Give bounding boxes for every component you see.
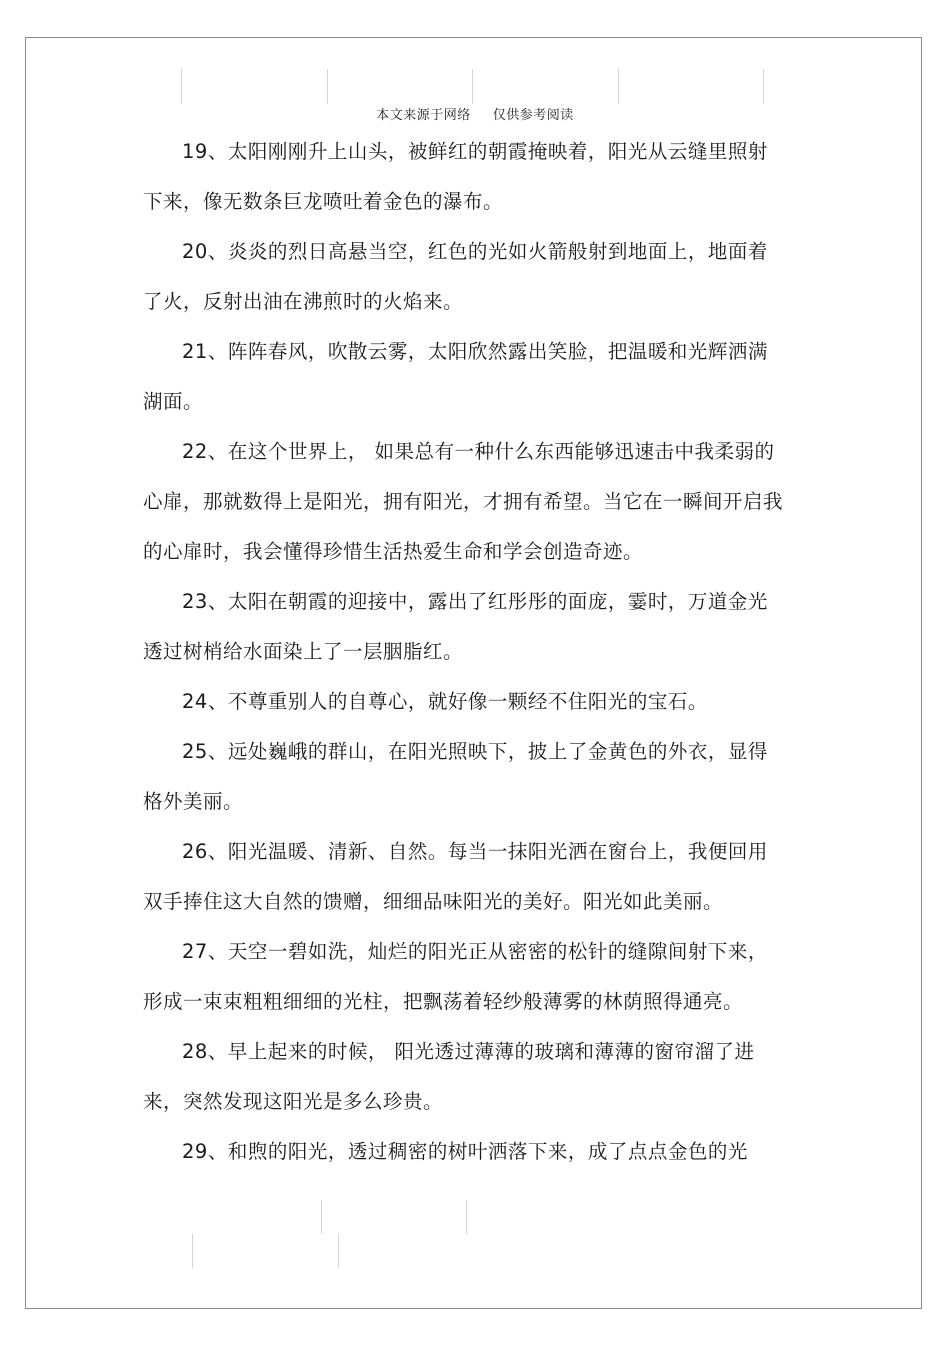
source-note: 本文来源于网络: [376, 108, 471, 123]
page-header-note: [0, 104, 950, 123]
paragraph-23: 23、太阳在朝霞的迎接中，露出了红彤彤的面庞，霎时，万道金光透过树梢给水面染上了一层胭脂红。: [143, 590, 768, 663]
header-rule: [472, 69, 473, 104]
paragraph-24: 24、不尊重别人的自尊心，就好像一颗经不住阳光的宝石。: [182, 690, 708, 713]
header-rule: [763, 69, 764, 104]
paragraph-28: 28、早上起来的时候， 阳光透过薄薄的玻璃和薄薄的窗帘溜了进来，突然发现这阳光是多么珍贵。: [143, 1040, 755, 1113]
footer-rule: [321, 1200, 322, 1234]
header-rule: [618, 69, 619, 104]
footer-rule: [466, 1200, 467, 1234]
footer-rule: [338, 1234, 339, 1268]
paragraph-20: 20、炎炎的烈日高悬当空，红色的光如火箭般射到地面上，地面着了火，反射出油在沸煎时的火焰来。: [143, 240, 768, 313]
header-rule: [181, 69, 182, 104]
paragraph-21: 21、阵阵春风，吹散云雾，太阳欣然露出笑脸，把温暖和光辉洒满湖面。: [143, 340, 768, 413]
document-body: [143, 127, 783, 1177]
paragraph-19: 19、太阳刚刚升上山头，被鲜红的朝霞掩映着，阳光从云缝里照射下来，像无数条巨龙喷吐着金色的瀑布。: [143, 140, 768, 213]
header-rule: [327, 69, 328, 104]
paragraph-29: 29、和煦的阳光，透过稠密的树叶洒落下来，成了点点金色的光: [182, 1140, 748, 1163]
paragraph-25: 25、远处巍峨的群山，在阳光照映下，披上了金黄色的外衣，显得格外美丽。: [143, 740, 768, 813]
paragraph-22: 22、在这个世界上， 如果总有一种什么东西能够迅速击中我柔弱的心扉，那就数得上是阳光，拥有阳光，才拥有希望。当它在一瞬间开启我的心扉时，我会懂得珍惜生活热爱生命和学会创造奇迹。: [143, 440, 784, 563]
paragraph-27: 27、天空一碧如洗，灿烂的阳光正从密密的松针的缝隙间射下来，形成一束束粗粗细细的光柱，把飘荡着轻纱般薄雾的林荫照得通亮。: [143, 940, 768, 1013]
reference-note: 仅供参考阅读: [492, 108, 574, 123]
paragraph-26: 26、阳光温暖、清新、自然。每当一抹阳光洒在窗台上，我便回用双手捧住这大自然的馈赠，细细品味阳光的美好。阳光如此美丽。: [143, 840, 768, 913]
footer-rule: [192, 1234, 193, 1268]
